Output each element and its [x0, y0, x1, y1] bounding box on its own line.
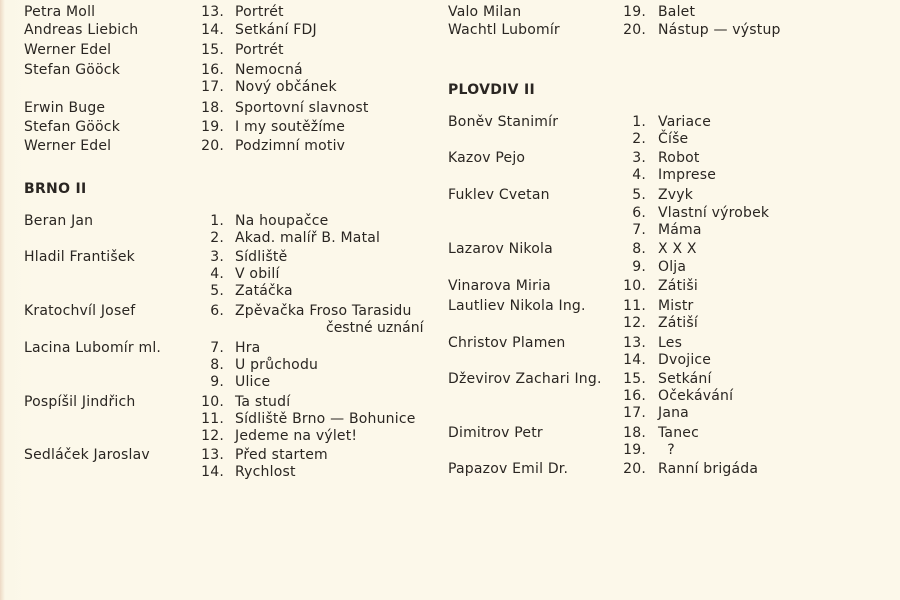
- entry-number: 19.: [623, 4, 646, 20]
- entry-number: 2.: [632, 131, 646, 147]
- entry-title: Očekávání: [658, 388, 734, 404]
- entry-number: 14.: [201, 22, 224, 38]
- entry-number: 3.: [210, 249, 224, 265]
- entry-title: I my soutěžíme: [235, 119, 346, 135]
- entry-title: Jana: [658, 405, 689, 421]
- entry-number: 6.: [210, 303, 224, 319]
- author-name: Wachtl Lubomír: [448, 22, 560, 38]
- entry-title: Zpěvačka Froso Tarasidu: [235, 303, 412, 319]
- author-name: Petra Moll: [24, 4, 96, 20]
- entry-title: Zvyk: [658, 187, 694, 203]
- entry-title: Nástup — výstup: [658, 22, 781, 38]
- entry-number: 9.: [632, 259, 646, 275]
- entry-number: 11.: [623, 298, 646, 314]
- entry-title: Sídliště Brno — Bohunice: [235, 411, 416, 427]
- entry-number: 16.: [201, 62, 224, 78]
- entry-number: 8.: [632, 241, 646, 257]
- author-name: Dimitrov Petr: [448, 425, 543, 441]
- entry-title: X X X: [658, 241, 697, 257]
- author-name: Stefan Gööck: [24, 119, 121, 135]
- entry-title: Sportovní slavnost: [235, 100, 369, 116]
- entry-number: 1.: [210, 213, 224, 229]
- entry-title: Vlastní výrobek: [658, 205, 770, 221]
- author-name: Lazarov Nikola: [448, 241, 553, 257]
- entry-title: Jedeme na výlet!: [235, 428, 358, 444]
- entry-title: Mistr: [658, 298, 694, 314]
- author-name: Lacina Lubomír ml.: [24, 340, 162, 356]
- author-name: Papazov Emil Dr.: [448, 461, 569, 477]
- entry-number: 5.: [210, 283, 224, 299]
- entry-title: Na houpačce: [235, 213, 329, 229]
- author-name: Kazov Pejo: [448, 150, 526, 166]
- entry-number: 6.: [632, 205, 646, 221]
- entry-title: Setkání: [658, 371, 712, 387]
- entry-title: Les: [658, 335, 683, 351]
- entry-title: Variace: [658, 114, 712, 130]
- entry-number: 5.: [632, 187, 646, 203]
- entry-number: 17.: [623, 405, 646, 421]
- author-name: Erwin Buge: [24, 100, 106, 116]
- entry-title: Podzimní motiv: [235, 138, 346, 154]
- entry-title: Robot: [658, 150, 700, 166]
- entry-title: V obilí: [235, 266, 280, 282]
- entry-title: Ta studí: [235, 394, 291, 410]
- entry-number: 19.: [623, 442, 646, 458]
- entry-number: 7.: [210, 340, 224, 356]
- author-name: Andreas Liebich: [24, 22, 139, 38]
- entry-title: Portrét: [235, 4, 284, 20]
- author-name: Sedláček Jaroslav: [24, 447, 150, 463]
- entry-title: Nový občánek: [235, 79, 337, 95]
- entry-number: 20.: [623, 22, 646, 38]
- entry-number: 14.: [623, 352, 646, 368]
- entry-title: Olja: [658, 259, 687, 275]
- award-note: čestné uznání: [326, 320, 424, 336]
- entry-title: Imprese: [658, 167, 717, 183]
- entry-title: Rychlost: [235, 464, 296, 480]
- author-name: Stefan Gööck: [24, 62, 121, 78]
- entry-title: Nemocná: [235, 62, 303, 78]
- entry-title: U průchodu: [235, 357, 319, 373]
- author-name: Beran Jan: [24, 213, 94, 229]
- author-name: Pospíšil Jindřich: [24, 394, 136, 410]
- entry-number: 18.: [623, 425, 646, 441]
- entry-title: Před startem: [235, 447, 328, 463]
- section-heading-brno: BRNO II: [24, 181, 87, 197]
- author-name: Lautliev Nikola Ing.: [448, 298, 586, 314]
- section-heading-plovdiv: PLOVDIV II: [448, 82, 535, 98]
- entry-number: 12.: [201, 428, 224, 444]
- author-name: Hladil František: [24, 249, 135, 265]
- author-name: Boněv Stanimír: [448, 114, 559, 130]
- entry-title: Setkání FDJ: [235, 22, 317, 38]
- entry-number: 12.: [623, 315, 646, 331]
- author-name: Christov Plamen: [448, 335, 566, 351]
- entry-title: Balet: [658, 4, 696, 20]
- entry-title: Číše: [658, 131, 689, 147]
- entry-number: 9.: [210, 374, 224, 390]
- author-name: Vinarova Miria: [448, 278, 551, 294]
- entry-number: 4.: [632, 167, 646, 183]
- entry-title: Zátiší: [658, 315, 698, 331]
- entry-title: Portrét: [235, 42, 284, 58]
- entry-number: 16.: [623, 388, 646, 404]
- entry-number: 3.: [632, 150, 646, 166]
- entry-title: Máma: [658, 222, 702, 238]
- entry-title: Ulice: [235, 374, 271, 390]
- entry-title: Akad. malíř B. Matal: [235, 230, 381, 246]
- author-name: Dževirov Zachari Ing.: [448, 371, 602, 387]
- entry-title: Tanec: [658, 425, 699, 441]
- entry-number: 4.: [210, 266, 224, 282]
- entry-title: Ranní brigáda: [658, 461, 759, 477]
- entry-number: 15.: [201, 42, 224, 58]
- entry-title: Sídliště: [235, 249, 288, 265]
- entry-number: 20.: [623, 461, 646, 477]
- entry-number: 1.: [632, 114, 646, 130]
- entry-number: 10.: [201, 394, 224, 410]
- entry-number: 15.: [623, 371, 646, 387]
- entry-number: 20.: [201, 138, 224, 154]
- entry-number: 10.: [623, 278, 646, 294]
- entry-number: 13.: [623, 335, 646, 351]
- author-name: Werner Edel: [24, 42, 112, 58]
- entry-number: 18.: [201, 100, 224, 116]
- entry-number: 11.: [201, 411, 224, 427]
- entry-title: Hra: [235, 340, 261, 356]
- entry-number: 13.: [201, 4, 224, 20]
- entry-title: Zatáčka: [235, 283, 293, 299]
- entry-number: 7.: [632, 222, 646, 238]
- entry-number: 2.: [210, 230, 224, 246]
- author-name: Werner Edel: [24, 138, 112, 154]
- entry-title: Zátiši: [658, 278, 698, 294]
- entry-number: 8.: [210, 357, 224, 373]
- entry-number: 13.: [201, 447, 224, 463]
- author-name: Kratochvíl Josef: [24, 303, 136, 319]
- entry-title: ?: [658, 442, 675, 458]
- entry-number: 17.: [201, 79, 224, 95]
- entry-number: 19.: [201, 119, 224, 135]
- entry-number: 14.: [201, 464, 224, 480]
- author-name: Fuklev Cvetan: [448, 187, 550, 203]
- entry-title: Dvojice: [658, 352, 712, 368]
- author-name: Valo Milan: [448, 4, 522, 20]
